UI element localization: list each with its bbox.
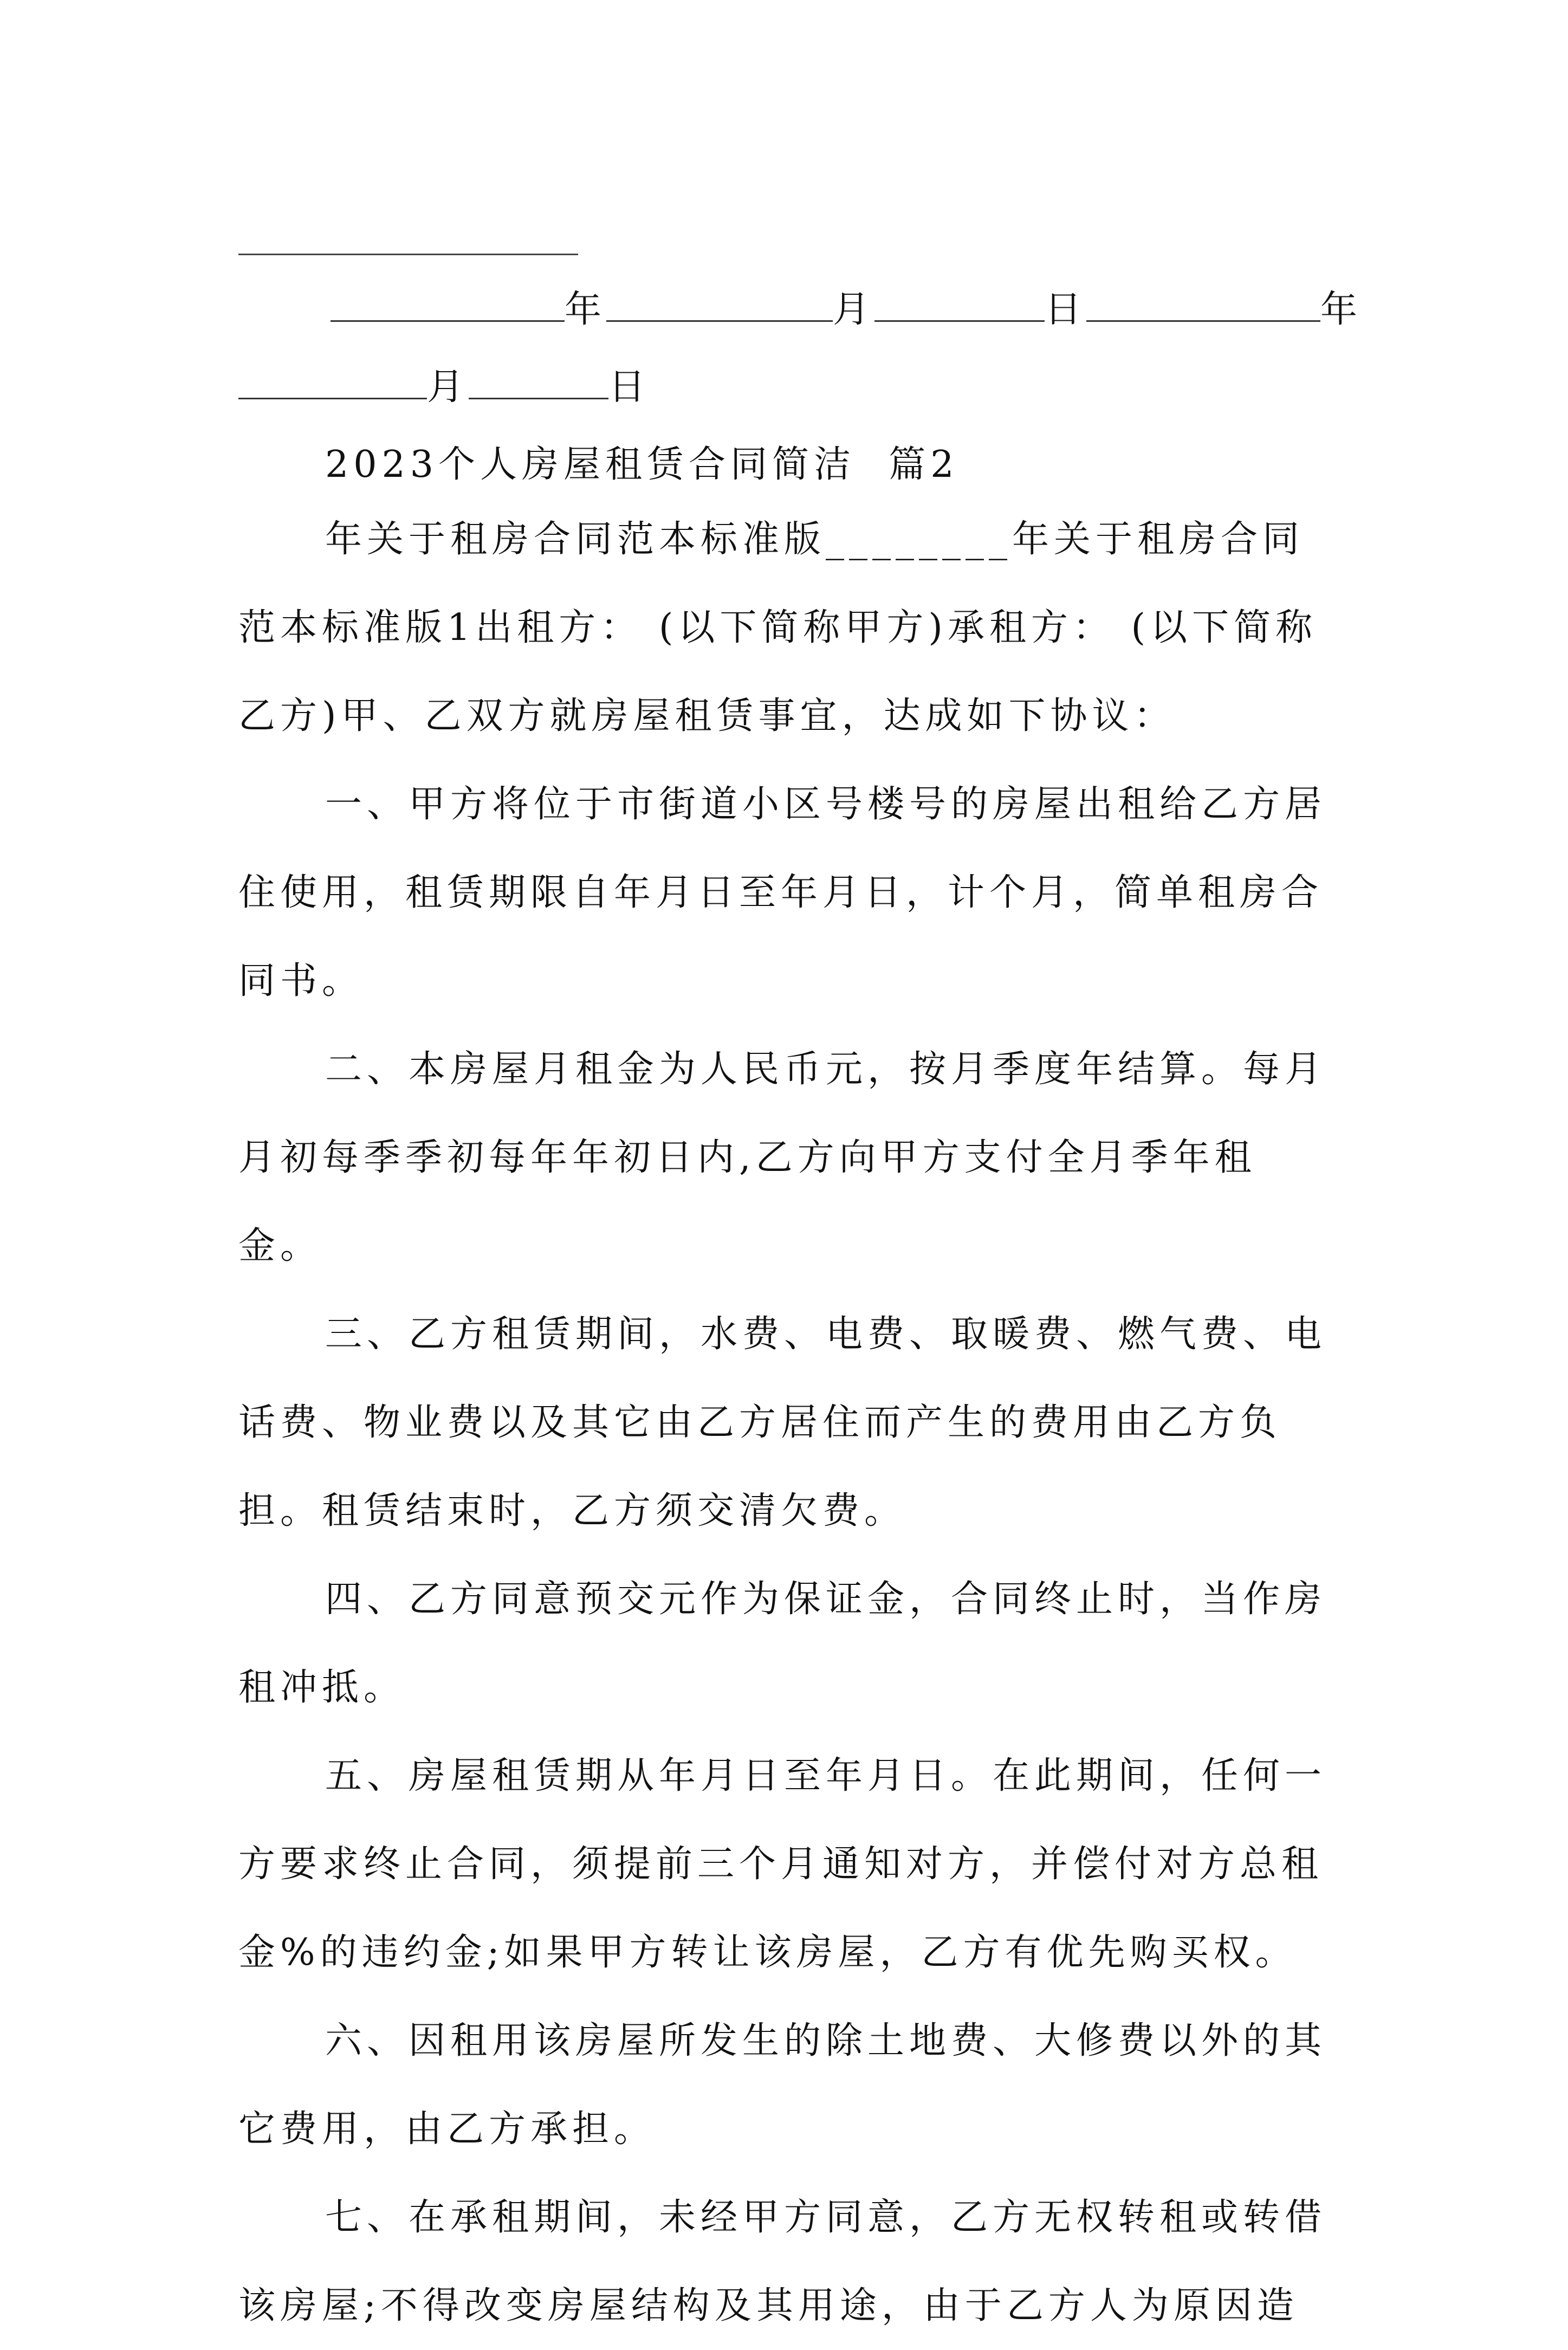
blank-day-2 bbox=[469, 362, 608, 399]
paragraph-1: 一、甲方将位于市街道小区号楼号的房屋出租给乙方居住使用，租赁期限自年月日至年月日，计个月，简单租房合同书。 bbox=[238, 783, 1327, 1002]
body-text bbox=[238, 495, 1333, 2350]
label-ri-2: 日 bbox=[608, 366, 651, 409]
top-rule bbox=[238, 254, 578, 255]
blank-day-1 bbox=[874, 284, 1045, 322]
date-line-1 bbox=[238, 283, 1362, 337]
paragraph-5: 五、房屋租赁期从年月日至年月日。在此期间，任何一方要求终止合同，须提前三个月通知对方，并偿付对方总租金%的违约金;如果甲方转让该房屋，乙方有优先购买权。 bbox=[238, 1755, 1327, 1974]
blank-year-2 bbox=[1086, 284, 1320, 322]
paragraph-3: 三、乙方租赁期间，水费、电费、取暖费、燃气费、电话费、物业费以及其它由乙方居住而产生的费用由乙方负担。租赁结束时，乙方须交清欠费。 bbox=[238, 1313, 1327, 1532]
blank-month-1 bbox=[606, 284, 833, 322]
label-yue-2: 月 bbox=[427, 366, 469, 409]
blank-year-1 bbox=[331, 284, 565, 322]
paragraph-2: 二、本房屋月租金为人民币元，按月季度年结算。每月月初每季季初每年年初日内,乙方向甲方支付全月季年租金。 bbox=[238, 1048, 1327, 1267]
paragraph-4: 四、乙方同意预交元作为保证金，合同终止时，当作房租冲抵。 bbox=[238, 1578, 1327, 1709]
label-ri-1: 日 bbox=[1045, 288, 1087, 331]
paragraph-6: 六、因租用该房屋所发生的除土地费、大修费以外的其它费用，由乙方承担。 bbox=[238, 2019, 1327, 2151]
label-nian-2: 年 bbox=[1320, 288, 1363, 331]
label-nian-1: 年 bbox=[565, 288, 607, 331]
paragraph-intro: 年关于租房合同范本标准版________年关于租房合同范本标准版1出租方： (以下简称甲方)承租方： (以下简称乙方)甲、乙双方就房屋租赁事宜，达成如下协议： bbox=[238, 518, 1318, 737]
blank-month-2 bbox=[238, 362, 427, 399]
date-line-2 bbox=[238, 360, 650, 415]
section-heading: 2023个人房屋租赁合同简洁 篇2 bbox=[325, 443, 959, 486]
paragraph-7: 七、在承租期间，未经甲方同意，乙方无权转租或转借该房屋;不得改变房屋结构及其用途，由于乙方人为原因造 bbox=[238, 2196, 1327, 2327]
label-yue-1: 月 bbox=[833, 288, 875, 331]
